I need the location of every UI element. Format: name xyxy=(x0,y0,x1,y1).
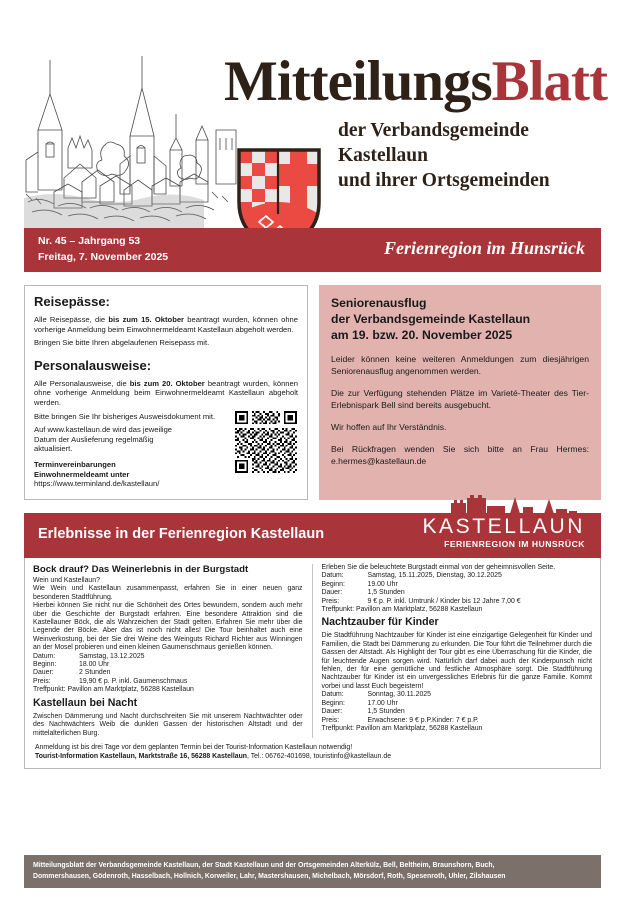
subtitle-line-2: Kastellaun xyxy=(338,145,428,166)
wine-detail-row xyxy=(33,653,303,661)
night-article-heading: Kastellaun bei Nacht xyxy=(33,696,138,709)
masthead xyxy=(0,0,625,228)
kids-detail-key: Datum: xyxy=(321,691,344,699)
registration-note-line: Anmeldung ist bis drei Tage vor dem geplanten Termin bei der Tourist-Information Kastellaun notwendig! xyxy=(35,743,353,751)
kids-detail-key: Preis: xyxy=(321,716,340,724)
wine-detail-key: Preis: xyxy=(33,677,51,685)
wine-detail-row xyxy=(33,661,303,669)
senior-paragraph-4: Bei Rückfragen wenden Sie sich bitte an Frau Hermes: e.hermes@kastellaun.de xyxy=(331,444,589,466)
senior-trip-box xyxy=(319,285,601,500)
wine-article-paragraph-2: Hierbei können Sie nicht nur die Schönheit des Ortes bewundern, sondern auch mehr über die Geschichte der Burgstadt erfahren. Eine besondere Attraktion sind die Kastellauner Böck, die als Wahrzeichen der Stadt gelten. Erfahren Sie mehr über die Legende der Böcke. Aber das ist noch nicht alles! Die Tour beinhaltet auch eine Weinverkostung, bei der Sie drei Weine des Weinguts Richard Richter aus Winningen an der Mosel probieren und einen kleinen Gaumenschmaus genießen können. xyxy=(33,602,303,652)
night-detail-value: 9 € p. P. inkl. Umtrunk / Kinder bis 12 Jahre 7,00 € xyxy=(367,597,521,605)
night-article-continued: Erleben Sie die beleuchtete Burgstadt einmal von der geheimnisvollen Seite. xyxy=(321,564,556,571)
kids-article-paragraph-1: Die Stadtführung Nachtzauber für Kinder ist eine einzigartige Gelegenheit für Kinder und Familien, die Stadt bei Dämmerung zu erkunden. Die Tour führt die Teilnehmer durch die Gassen der Altstadt. Als Highlight der Tour gibt es eine Überraschung für die Kinder, die für leuchtende Augen sorgen wird. Natürlich darf dabei auch der Kinderpunsch nicht fehlen, der für eine gemütliche und festliche Atmosphäre sorgt. Die Stadtführung Nachtzauber für Kinder ist ein unvergessliches Erlebnis für die ganze Familie. Kommt vorbei und lasst Euch begeistern! xyxy=(321,632,592,690)
passport-deadline-1: bis zum 15. Oktober xyxy=(108,315,185,324)
kids-detail-key: Beginn: xyxy=(321,699,345,707)
subtitle-line-1: der Verbandsgemeinde xyxy=(338,120,529,141)
idcard-heading: Personalausweise: xyxy=(34,357,152,373)
idcard-paragraph-1 xyxy=(34,379,298,408)
wine-detail-value: 19,90 € p. P. inkl. Gaumenschmaus xyxy=(79,677,188,685)
wine-detail-key: Dauer: xyxy=(33,669,54,677)
kids-detail-row xyxy=(322,717,593,725)
idcard-paragraph-2: Bitte bringen Sie Ihr bisheriges Ausweisdokument mit. xyxy=(34,411,216,421)
idcard-deadline: bis zum 20. Oktober xyxy=(129,378,205,388)
subtitle-line-3: und ihrer Ortsgemeinden xyxy=(338,170,550,191)
experiences-header-bar xyxy=(24,513,601,558)
appointment-url[interactable]: https://www.terminland.de/kastellaun/ xyxy=(34,479,160,489)
region-tagline: Ferienregion im Hunsrück xyxy=(383,238,585,258)
night-detail-row xyxy=(322,589,593,597)
passport-paragraph-1 xyxy=(34,315,298,334)
wine-meeting-point: Treffpunkt: Pavillon am Marktplatz, 56288 Kastellaun xyxy=(33,686,194,694)
senior-heading-line-3: am 19. bzw. 20. November 2025 xyxy=(331,328,513,342)
night-detail-value: Samstag, 15.11.2025, Dienstag, 30.12.2025 xyxy=(367,572,502,580)
kids-detail-value: 1,5 Stunden xyxy=(367,708,405,716)
senior-paragraph-3: Wir hoffen auf Ihr Verständnis. xyxy=(331,422,447,432)
wine-article-heading: Bock drauf? Das Weinerlebnis in der Burgstadt xyxy=(33,564,249,575)
idcard-p1-a: Alle Personalausweise, die xyxy=(34,378,130,388)
night-article-paragraph-1: Zwischen Dämmerung und Nacht durchschreiten Sie mit unserem Nachtwächter oder des Nachtwächters Weib die dunklen Gassen der historischen Altstadt und der mittelalterlichen Burg. xyxy=(33,712,303,737)
senior-paragraph-1: Leider können keine weiteren Anmeldungen zum diesjährigen Seniorenausflug angenommen werden. xyxy=(331,354,589,376)
passport-p1-a: Alle Reisepässe, die xyxy=(34,315,109,324)
imprint-bar xyxy=(24,855,601,888)
wine-article-paragraph-1: Wie Wein und Kastellaun zusammenpasst, erfahren Sie in einer neuen ganz besonderen Stadtführung. xyxy=(33,585,303,601)
night-detail-key: Datum: xyxy=(321,572,344,580)
title-part-blatt: Blatt xyxy=(491,50,607,113)
night-detail-row xyxy=(322,598,593,606)
kids-detail-value: Sonntag, 30.11.2025 xyxy=(367,691,431,699)
kids-detail-value: 17.00 Uhr xyxy=(367,699,398,707)
idcard-paragraph-3: Auf www.kastellaun.de wird das jeweilige Datum der Auslieferung regelmäßig aktualisiert. xyxy=(34,425,173,454)
experiences-columns xyxy=(33,564,592,738)
experiences-title: Erlebnisse in der Ferienregion Kastellaun xyxy=(38,526,325,542)
top-boxes-row xyxy=(24,285,601,500)
passport-paragraph-2: Bringen Sie bitte Ihren abgelaufenen Reisepass mit. xyxy=(34,338,210,348)
night-detail-key: Dauer: xyxy=(321,589,343,597)
idcard-p1-c: beantragt wurden, können ohne vorherige Anmeldung beim Einwohnermeldeamt Kastellaun abgeholt werden. xyxy=(34,378,298,407)
wine-detail-key: Beginn: xyxy=(33,661,57,669)
senior-heading-line-1: Seniorenausflug xyxy=(331,296,427,310)
title-part-mitteilungs: Mitteilungs xyxy=(224,50,492,113)
night-detail-value: 1,5 Stunden xyxy=(367,589,405,597)
qr-code[interactable] xyxy=(235,411,297,473)
kids-meeting-point: Treffpunkt: Pavillon am Marktplatz, 56288 Kastellaun xyxy=(321,724,483,732)
wine-detail-value: Samstag, 13.12.2025 xyxy=(79,652,145,660)
night-detail-value: 19.00 Uhr xyxy=(367,580,398,588)
issue-date: Freitag, 7. November 2025 xyxy=(38,251,169,263)
experiences-section xyxy=(24,513,601,769)
castle-silhouette-icon xyxy=(443,495,583,517)
tourist-info-address: Tourist-Information Kastellaun, Marktstraße 16, 56288 Kastellaun xyxy=(35,752,248,760)
wine-detail-value: 2 Stunden xyxy=(79,669,111,677)
kids-detail-row xyxy=(322,708,593,716)
wine-detail-key: Datum: xyxy=(33,652,56,660)
night-detail-key: Preis: xyxy=(321,597,340,605)
issue-date-bar xyxy=(24,228,601,272)
passport-heading: Reisepässe: xyxy=(34,294,110,309)
night-detail-key: Beginn: xyxy=(321,580,345,588)
wine-article-lead: Wein und Kastellaun? xyxy=(33,577,100,584)
kastellaun-logo xyxy=(413,495,589,558)
experiences-right-column xyxy=(313,564,593,738)
appointment-info xyxy=(34,460,234,489)
kids-detail-row xyxy=(322,691,593,699)
experiences-body xyxy=(24,558,601,769)
registration-footnote xyxy=(33,738,592,763)
senior-paragraph-2: Die zur Verfügung stehenden Plätze im Varieté-Theater des Tier-Erlebnispark Bell sind bereits ausgebucht. xyxy=(331,388,589,410)
night-detail-row xyxy=(322,581,593,589)
tourist-info-contact: , Tel.: 06762-401698, touristinfo@kastellaun.de xyxy=(247,752,392,760)
kids-detail-row xyxy=(322,700,593,708)
issue-number: Nr. 45 – Jahrgang 53 xyxy=(38,235,141,247)
night-meeting-point: Treffpunkt: Pavillon am Marktplatz, 56288 Kastellaun xyxy=(321,606,483,614)
appointment-line-1: Terminvereinbarungen xyxy=(34,460,116,470)
experiences-left-column xyxy=(33,564,313,738)
wine-detail-row xyxy=(33,669,303,677)
night-detail-row xyxy=(322,572,593,580)
kids-detail-value: Erwachsene: 9 € p.P.Kinder: 7 € p.P. xyxy=(367,716,479,724)
imprint-line-2: Dommershausen, Gödenroth, Hasselbach, Hollnich, Korweiler, Lahr, Mastershausen, Michelbach, Mörsdorf, Roth, Spesenroth, Uhler, Zilshausen xyxy=(33,873,506,880)
logo-wordmark: KASTELLAUN xyxy=(422,515,585,538)
page-title xyxy=(175,52,607,112)
kids-detail-key: Dauer: xyxy=(321,708,343,716)
tourist-info-line xyxy=(35,753,590,762)
passport-notice-box xyxy=(24,285,308,500)
imprint-line-1: Mitteilungsblatt der Verbandsgemeinde Kastellaun, der Stadt Kastellaun und der Ortsgemeinden Alterkülz, Bell, Beltheim, Braunshorn, Buch, xyxy=(33,862,495,869)
passport-p1-c: beantragt wurden, können ohne vorherige Anmeldung beim Einwohnermeldeamt Kastellaun abgeholt werden. xyxy=(34,315,298,334)
logo-tagline: FERIENREGION IM HUNSRÜCK xyxy=(444,539,585,549)
appointment-line-2: Einwohnermeldeamt unter xyxy=(34,469,130,479)
kids-article-heading: Nachtzauber für Kinder xyxy=(321,616,439,629)
wine-detail-row xyxy=(33,678,303,686)
wine-detail-value: 18.00 Uhr xyxy=(79,661,110,669)
senior-heading-line-2: der Verbandsgemeinde Kastellaun xyxy=(331,312,531,326)
